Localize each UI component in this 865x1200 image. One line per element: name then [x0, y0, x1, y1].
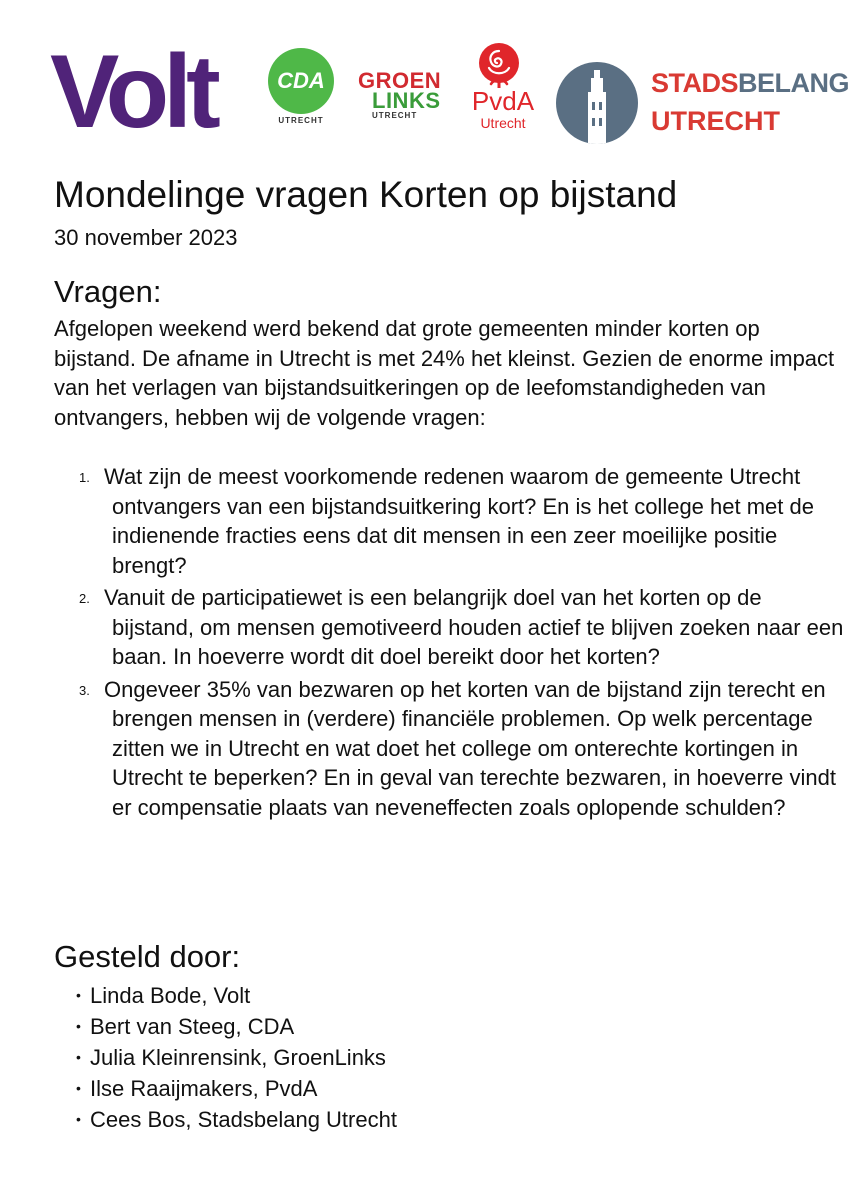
stadsbelang-logo-belang: BELANG	[738, 68, 850, 98]
asked-by-list	[54, 980, 397, 1135]
cda-logo-subtitle: UTRECHT	[278, 116, 324, 125]
list-item	[54, 1073, 397, 1104]
cda-logo-text: CDA	[277, 68, 325, 93]
asker-name: Ilse Raaijmakers, PvdA	[90, 1076, 318, 1101]
questions-heading: Vragen:	[54, 274, 162, 309]
bullet-icon: •	[76, 987, 81, 1003]
volt-logo: Volt	[50, 34, 215, 150]
stadsbelang-logo-stads: STADS	[651, 68, 739, 98]
cda-logo	[268, 48, 334, 114]
pvda-logo-text: PvdA	[471, 86, 535, 116]
question-number: 2.	[79, 591, 90, 606]
bullet-icon: •	[76, 1018, 81, 1034]
document-date: 30 november 2023	[54, 225, 238, 250]
pvda-logo-subtitle: Utrecht	[480, 115, 526, 131]
bullet-icon: •	[76, 1111, 81, 1127]
question-item	[54, 675, 844, 823]
party-logos	[0, 0, 865, 160]
stadsbelang-logo-line1	[651, 70, 849, 97]
asker-name: Bert van Steeg, CDA	[90, 1014, 295, 1039]
intro-paragraph: Afgelopen weekend werd bekend dat grote gemeenten minder korten op bijstand. De afname in Utrecht is met 24% het kleinst. Gezien de enorme impact van het verlagen van bijstandsuitkeringen op de leefomstandigheden van ontvangers, hebben wij de volgende vragen:	[54, 316, 835, 430]
list-item	[54, 1104, 397, 1135]
question-list	[54, 462, 844, 825]
question-item	[54, 462, 844, 580]
asker-name: Cees Bos, Stadsbelang Utrecht	[90, 1107, 397, 1132]
question-text: Vanuit de participatiewet is een belangrijk doel van het korten op de bijstand, om mensen gemotiveerd houden actief te blijven zoeken naar een baan. In hoeverre wordt dit doel bereikt door het korten?	[104, 585, 844, 669]
question-text: Wat zijn de meest voorkomende redenen waarom de gemeente Utrecht ontvangers van een bijstandsuitkering kort? En is het college het met de indienende fracties eens dat dit mensen in een zeer moeilijke positie brengt?	[104, 464, 814, 578]
list-item	[54, 1011, 397, 1042]
groenlinks-logo-subtitle: UTRECHT	[372, 111, 418, 120]
question-number: 3.	[79, 682, 90, 698]
question-item	[54, 583, 844, 672]
bullet-icon: •	[76, 1049, 81, 1065]
question-number: 1.	[79, 470, 90, 485]
pvda-rose-icon	[477, 42, 521, 88]
asked-by-heading: Gesteld door:	[54, 939, 241, 974]
asker-name: Julia Kleinrensink, GroenLinks	[90, 1045, 386, 1070]
document-title: Mondelinge vragen Korten op bijstand	[54, 174, 678, 215]
bullet-icon: •	[76, 1080, 81, 1096]
list-item	[54, 980, 397, 1011]
groenlinks-logo-line2: LINKS	[372, 88, 441, 113]
stadsbelang-logo-line2: UTRECHT	[651, 106, 780, 136]
dom-tower-icon	[556, 62, 638, 144]
question-text: Ongeveer 35% van bezwaren op het korten van de bijstand zijn terecht en brengen mensen in (verdere) financiële problemen. Op welk percentage zitten we in Utrecht en wat doet het college om onterechte kortingen in Utrecht te beperken? En in geval van terechte bezwaren, in hoeverre vindt er compensatie plaats van neveneffecten zoals oplopende schulden?	[104, 676, 836, 820]
list-item	[54, 1042, 397, 1073]
asker-name: Linda Bode, Volt	[90, 983, 251, 1008]
groenlinks-logo-line1: GROEN	[358, 68, 442, 93]
